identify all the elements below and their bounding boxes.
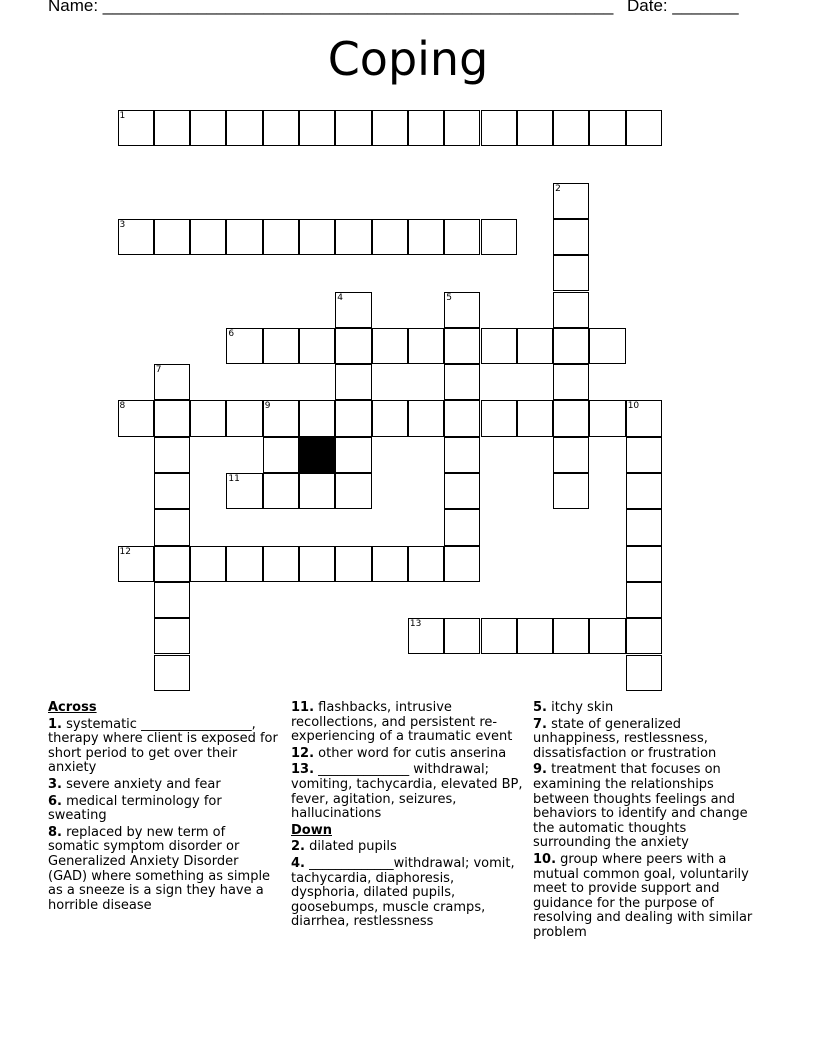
clue-text: severe anxiety and fear xyxy=(66,776,221,792)
grid-block-cell xyxy=(299,437,335,473)
clue-down-2 xyxy=(291,840,523,855)
grid-cell[interactable] xyxy=(481,110,517,146)
grid-cell[interactable] xyxy=(481,328,517,364)
clue-text: replaced by new term of somatic symptom disorder or Generalized Anxiety Disorder (GAD) where something as simple as a sneeze is a sign they have a horrible disease xyxy=(48,824,271,913)
clue-text: state of generalized unhappiness, restlessness, dissatisfaction or frustration xyxy=(533,716,717,761)
grid-cell[interactable] xyxy=(626,437,662,473)
grid-cell[interactable] xyxy=(154,219,190,255)
clue-number: 13. xyxy=(291,762,315,778)
grid-cell[interactable] xyxy=(154,110,190,146)
grid-cell[interactable] xyxy=(408,546,444,582)
grid-cell[interactable] xyxy=(444,110,480,146)
grid-cell[interactable] xyxy=(335,437,371,473)
cell-number: 4 xyxy=(337,292,344,303)
grid-cell[interactable] xyxy=(553,110,589,146)
grid-cell[interactable] xyxy=(626,400,662,436)
grid-cell[interactable] xyxy=(335,400,371,436)
grid-cell[interactable] xyxy=(444,400,480,436)
cell-number: 5 xyxy=(446,292,452,303)
grid-cell[interactable] xyxy=(299,400,335,436)
clue-across-8 xyxy=(48,826,280,914)
grid-cell[interactable] xyxy=(444,473,480,509)
grid-cell[interactable] xyxy=(263,110,299,146)
clue-text: _____________withdrawal; vomit, tachycardia, diaphoresis, dysphoria, dilated pupils, goosebumps, muscle cramps, diarrhea, restlessness xyxy=(291,855,515,930)
grid-cell[interactable] xyxy=(481,400,517,436)
grid-cell[interactable] xyxy=(553,400,589,436)
grid-cell[interactable] xyxy=(408,618,444,654)
name-field-label: Name: ______________________________________________________ xyxy=(48,0,614,15)
clue-text: systematic _________________, therapy where client is exposed for short period to get over their anxiety xyxy=(48,716,278,776)
grid-cell[interactable] xyxy=(335,219,371,255)
clue-text: medical terminology for sweating xyxy=(48,793,222,824)
clue-number: 5. xyxy=(533,700,547,715)
grid-cell[interactable] xyxy=(481,618,517,654)
grid-cell[interactable] xyxy=(626,509,662,545)
clue-number: 6. xyxy=(48,793,62,809)
grid-cell[interactable] xyxy=(154,546,190,582)
grid-cell[interactable] xyxy=(299,328,335,364)
cell-number: 11 xyxy=(228,474,240,484)
date-field-label: Date: _______ xyxy=(627,0,739,15)
grid-cell[interactable] xyxy=(626,655,662,691)
clues-column-1 xyxy=(48,701,280,915)
grid-cell[interactable] xyxy=(553,364,589,400)
grid-cell[interactable] xyxy=(226,110,262,146)
grid-cell[interactable] xyxy=(226,400,262,436)
grid-cell[interactable] xyxy=(444,219,480,255)
grid-cell[interactable] xyxy=(553,255,589,291)
clue-down-10 xyxy=(533,853,763,941)
grid-cell[interactable] xyxy=(335,546,371,582)
clue-across-11 xyxy=(291,701,523,745)
grid-cell[interactable] xyxy=(263,473,299,509)
clue-across-6 xyxy=(48,795,280,824)
grid-cell[interactable] xyxy=(408,328,444,364)
grid-cell[interactable] xyxy=(154,473,190,509)
clue-down-4 xyxy=(291,857,523,930)
grid-cell[interactable] xyxy=(408,400,444,436)
grid-cell[interactable] xyxy=(626,618,662,654)
clues-column-2 xyxy=(291,701,523,932)
cell-number: 9 xyxy=(264,401,271,412)
clue-text: dilated pupils xyxy=(309,839,397,855)
clue-number: 3. xyxy=(48,776,62,792)
grid-cell[interactable] xyxy=(154,582,190,618)
grid-cell[interactable] xyxy=(553,328,589,364)
grid-cell[interactable] xyxy=(190,219,226,255)
grid-cell[interactable] xyxy=(589,618,625,654)
grid-cell[interactable] xyxy=(444,509,480,545)
cell-number: 12 xyxy=(119,546,131,557)
grid-cell[interactable] xyxy=(263,400,299,436)
grid-cell[interactable] xyxy=(226,546,262,582)
puzzle-title: Coping xyxy=(327,32,489,86)
clues-column-3 xyxy=(533,701,763,943)
clue-number: 7. xyxy=(533,716,547,732)
grid-cell[interactable] xyxy=(154,400,190,436)
cell-number: 8 xyxy=(119,401,126,412)
grid-cell[interactable] xyxy=(517,618,553,654)
grid-cell[interactable] xyxy=(553,183,589,219)
grid-cell[interactable] xyxy=(263,437,299,473)
grid-cell[interactable] xyxy=(154,437,190,473)
grid-cell[interactable] xyxy=(553,437,589,473)
grid-cell[interactable] xyxy=(553,292,589,328)
grid-cell[interactable] xyxy=(444,292,480,328)
grid-cell[interactable] xyxy=(589,110,625,146)
grid-cell[interactable] xyxy=(626,582,662,618)
grid-cell[interactable] xyxy=(408,219,444,255)
grid-cell[interactable] xyxy=(517,328,553,364)
grid-cell[interactable] xyxy=(444,437,480,473)
grid-cell[interactable] xyxy=(226,328,262,364)
clue-text: other word for cutis anserina xyxy=(318,745,507,761)
clue-number: 10. xyxy=(533,851,557,867)
grid-cell[interactable] xyxy=(372,328,408,364)
grid-cell[interactable] xyxy=(226,473,262,509)
clue-down-9 xyxy=(533,763,763,851)
grid-cell[interactable] xyxy=(335,292,371,328)
cell-number: 10 xyxy=(627,401,640,412)
clue-across-13 xyxy=(291,763,523,821)
grid-cell[interactable] xyxy=(444,328,480,364)
grid-cell[interactable] xyxy=(626,546,662,582)
grid-cell[interactable] xyxy=(226,219,262,255)
grid-cell[interactable] xyxy=(372,110,408,146)
grid-cell[interactable] xyxy=(299,473,335,509)
clue-down-7 xyxy=(533,718,763,762)
clue-down-5 xyxy=(533,701,763,716)
grid-cell[interactable] xyxy=(408,110,444,146)
grid-cell[interactable] xyxy=(299,219,335,255)
grid-cell[interactable] xyxy=(335,364,371,400)
clue-text: treatment that focuses on examining the relationships between thoughts feelings and behaviors to identify and change the automatic thoughts surrounding the anxiety xyxy=(533,762,748,851)
grid-cell[interactable] xyxy=(154,655,190,691)
clue-number: 8. xyxy=(48,824,62,840)
grid-cell[interactable] xyxy=(444,618,480,654)
grid-cell[interactable] xyxy=(190,400,226,436)
grid-cell[interactable] xyxy=(335,473,371,509)
grid-cell[interactable] xyxy=(263,219,299,255)
cell-number: 1 xyxy=(119,111,126,121)
clue-number: 2. xyxy=(291,839,305,855)
grid-cell[interactable] xyxy=(154,509,190,545)
grid-cell[interactable] xyxy=(372,219,408,255)
clue-number: 12. xyxy=(291,745,315,761)
clue-text: ______________ withdrawal; vomiting, tachycardia, elevated BP, fever, agitation, seizures, hallucinations xyxy=(291,762,523,822)
grid-cell[interactable] xyxy=(517,400,553,436)
grid-cell[interactable] xyxy=(263,546,299,582)
clue-number: 4. xyxy=(291,855,305,871)
clue-across-1 xyxy=(48,718,280,776)
grid-cell[interactable] xyxy=(299,546,335,582)
clue-across-12 xyxy=(291,747,523,762)
grid-cell[interactable] xyxy=(626,110,662,146)
grid-cell[interactable] xyxy=(553,219,589,255)
grid-cell[interactable] xyxy=(335,110,371,146)
grid-cell[interactable] xyxy=(118,546,154,582)
down-heading: Down xyxy=(291,822,332,838)
grid-cell[interactable] xyxy=(118,400,154,436)
cell-number: 2 xyxy=(555,183,561,194)
grid-cell[interactable] xyxy=(372,400,408,436)
grid-cell[interactable] xyxy=(481,219,517,255)
clue-across-3 xyxy=(48,778,280,793)
grid-cell[interactable] xyxy=(589,328,625,364)
grid-cell[interactable] xyxy=(553,618,589,654)
grid-cell[interactable] xyxy=(118,110,154,146)
clue-number: 9. xyxy=(533,762,547,778)
cell-number: 7 xyxy=(155,365,162,376)
grid-cell[interactable] xyxy=(335,328,371,364)
grid-cell[interactable] xyxy=(589,400,625,436)
grid-cell[interactable] xyxy=(154,364,190,400)
cell-number: 6 xyxy=(228,328,235,339)
grid-cell[interactable] xyxy=(299,110,335,146)
grid-cell[interactable] xyxy=(263,328,299,364)
grid-cell[interactable] xyxy=(190,110,226,146)
grid-cell[interactable] xyxy=(190,546,226,582)
cell-number: 3 xyxy=(119,219,126,230)
clue-number: 1. xyxy=(48,716,62,732)
grid-cell[interactable] xyxy=(553,473,589,509)
cell-number: 13 xyxy=(409,619,422,630)
clue-text: itchy skin xyxy=(551,700,614,715)
clue-number: 11. xyxy=(291,700,315,715)
across-heading: Across xyxy=(48,700,97,715)
grid-cell[interactable] xyxy=(444,546,480,582)
grid-cell[interactable] xyxy=(118,219,154,255)
grid-cell[interactable] xyxy=(444,364,480,400)
grid-cell[interactable] xyxy=(517,110,553,146)
clue-text: flashbacks, intrusive recollections, and persistent re-experiencing of a traumatic event xyxy=(291,700,513,745)
clue-text: group where peers with a mutual common goal, voluntarily meet to provide support and guidance for the purpose of resolving and dealing with similar problem xyxy=(533,851,753,940)
grid-cell[interactable] xyxy=(626,473,662,509)
grid-cell[interactable] xyxy=(154,618,190,654)
grid-cell[interactable] xyxy=(372,546,408,582)
